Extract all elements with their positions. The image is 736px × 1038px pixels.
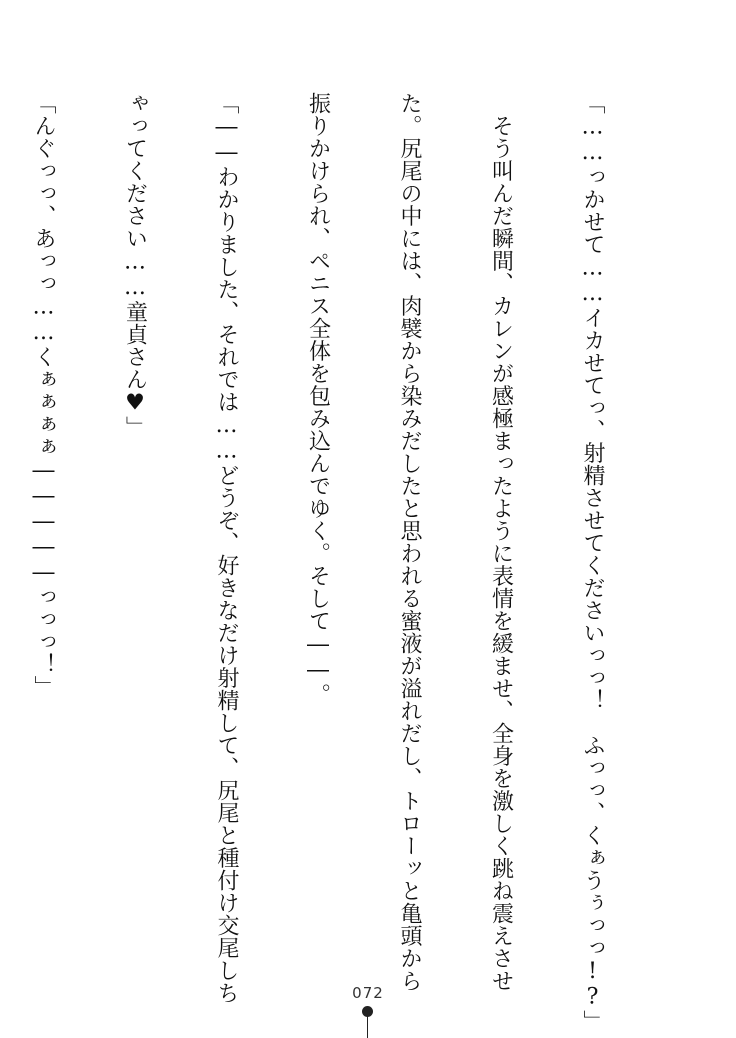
text-line: 「――わかりました、それでは……どうぞ、好きなだけ射精して、尻尾と種付け交尾しち <box>214 92 239 1004</box>
text-line: 振りかけられ、ペニス全体を包み込んでゆく。そして――。 <box>305 92 331 706</box>
bookmark-ornament-icon <box>362 1006 373 1038</box>
text-line: 「んぐっっ、あっっ……くぁぁぁぁ―――――っっっ！」 <box>31 92 56 698</box>
text-line: ゃってください……童貞さん♥」 <box>122 92 148 439</box>
text-line: た。尻尾の中には、肉襞から染みだしたと思われる蜜液が溢れだし、トローッと亀頭から <box>397 92 422 992</box>
ornament-stem <box>367 1015 368 1038</box>
page-number: 072 <box>352 984 384 1002</box>
text-line: 「……っかせて……イカせてっ、射精させてくださいっっ！ ふっっ、くぁうぅっっ!?」 <box>580 92 605 1033</box>
text-line: そう叫んだ瞬間、カレンが感極まったように表情を緩ませ、全身を激しく跳ね震えさせ <box>488 92 514 992</box>
